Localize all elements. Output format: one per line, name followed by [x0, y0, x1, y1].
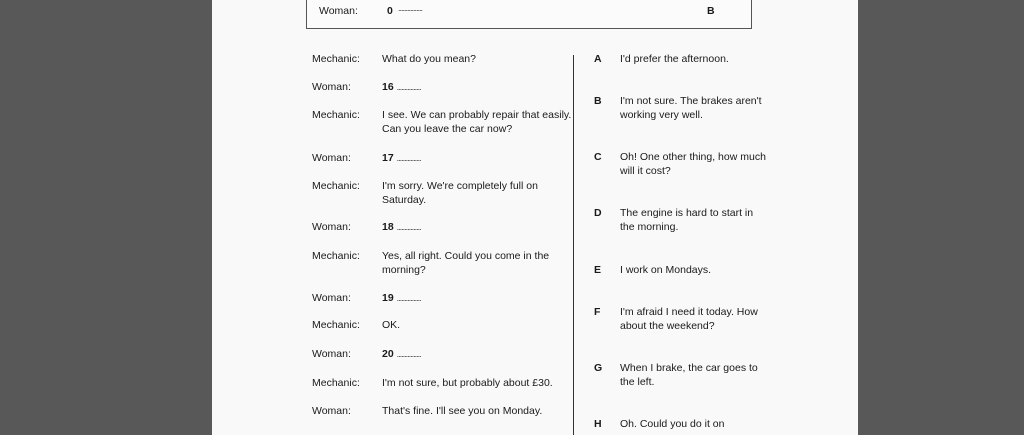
- example-blank: ................: [398, 3, 423, 13]
- option-letter: G: [594, 362, 603, 374]
- answer-blank: ................: [396, 153, 421, 163]
- example-number: 0: [387, 5, 393, 17]
- option-letter: A: [594, 53, 602, 65]
- answer-blank: ................: [396, 293, 421, 303]
- option-text: Oh. Could you do it on: [620, 418, 725, 430]
- dialogue-speaker: Woman:: [312, 152, 351, 164]
- example-box: [306, 0, 752, 29]
- option-letter: C: [594, 151, 602, 163]
- column-divider: [573, 55, 574, 435]
- option-text: I'd prefer the afternoon.: [620, 53, 729, 65]
- answer-slot: [382, 80, 572, 94]
- dialogue-speaker: Woman:: [312, 292, 351, 304]
- option-text: The engine is hard to start in the morning.: [620, 207, 754, 233]
- answer-blank: ................: [396, 82, 421, 92]
- option-text: I'm not sure. The brakes aren't working very well.: [620, 95, 762, 121]
- option-letter: F: [594, 306, 601, 318]
- answer-blank: ................: [396, 222, 421, 232]
- option-text: Oh! One other thing, how much will it cost?: [620, 151, 766, 177]
- answer-slot: [382, 220, 572, 234]
- dialogue-speaker: Woman:: [312, 348, 351, 360]
- answer-blank: ................: [396, 349, 421, 359]
- example-speaker: Woman:: [319, 5, 358, 17]
- dialogue-text: What do you mean?: [382, 53, 476, 65]
- dialogue-text: I'm not sure, but probably about £30.: [382, 377, 553, 389]
- option-letter: D: [594, 207, 602, 219]
- dialogue-speaker: Mechanic:: [312, 109, 360, 121]
- question-number: 18: [382, 221, 394, 233]
- dialogue-text: I see. We can probably repair that easily. Can you leave the car now?: [382, 109, 572, 135]
- option-text: When I brake, the car goes to the left.: [620, 362, 758, 388]
- dialogue-text: I'm sorry. We're completely full on Saturday.: [382, 180, 538, 206]
- dialogue-text: Yes, all right. Could you come in the morning?: [382, 250, 550, 276]
- question-number: 20: [382, 348, 394, 360]
- option-text: I work on Mondays.: [620, 264, 712, 276]
- dialogue-speaker: Mechanic:: [312, 53, 360, 65]
- answer-slot: [382, 347, 572, 361]
- answer-slot: [382, 291, 572, 305]
- question-number: 16: [382, 81, 394, 93]
- dialogue-speaker: Mechanic:: [312, 319, 360, 331]
- question-number: 17: [382, 152, 394, 164]
- option-letter: B: [594, 95, 602, 107]
- dialogue-speaker: Woman:: [312, 405, 351, 417]
- option-text: I'm afraid I need it today. How about the weekend?: [620, 306, 758, 332]
- option-letter: E: [594, 264, 602, 276]
- dialogue-text: That's fine. I'll see you on Monday.: [382, 405, 543, 417]
- dialogue-speaker: Mechanic:: [312, 250, 360, 262]
- worksheet-page: [212, 0, 858, 435]
- dialogue-speaker: Mechanic:: [312, 180, 360, 192]
- answer-slot: [382, 151, 572, 165]
- example-answer: B: [707, 5, 715, 17]
- dialogue-speaker: Mechanic:: [312, 377, 360, 389]
- dialogue-speaker: Woman:: [312, 81, 351, 93]
- dialogue-speaker: Woman:: [312, 221, 351, 233]
- question-number: 19: [382, 292, 394, 304]
- dialogue-text: OK.: [382, 319, 401, 331]
- option-letter: H: [594, 418, 602, 430]
